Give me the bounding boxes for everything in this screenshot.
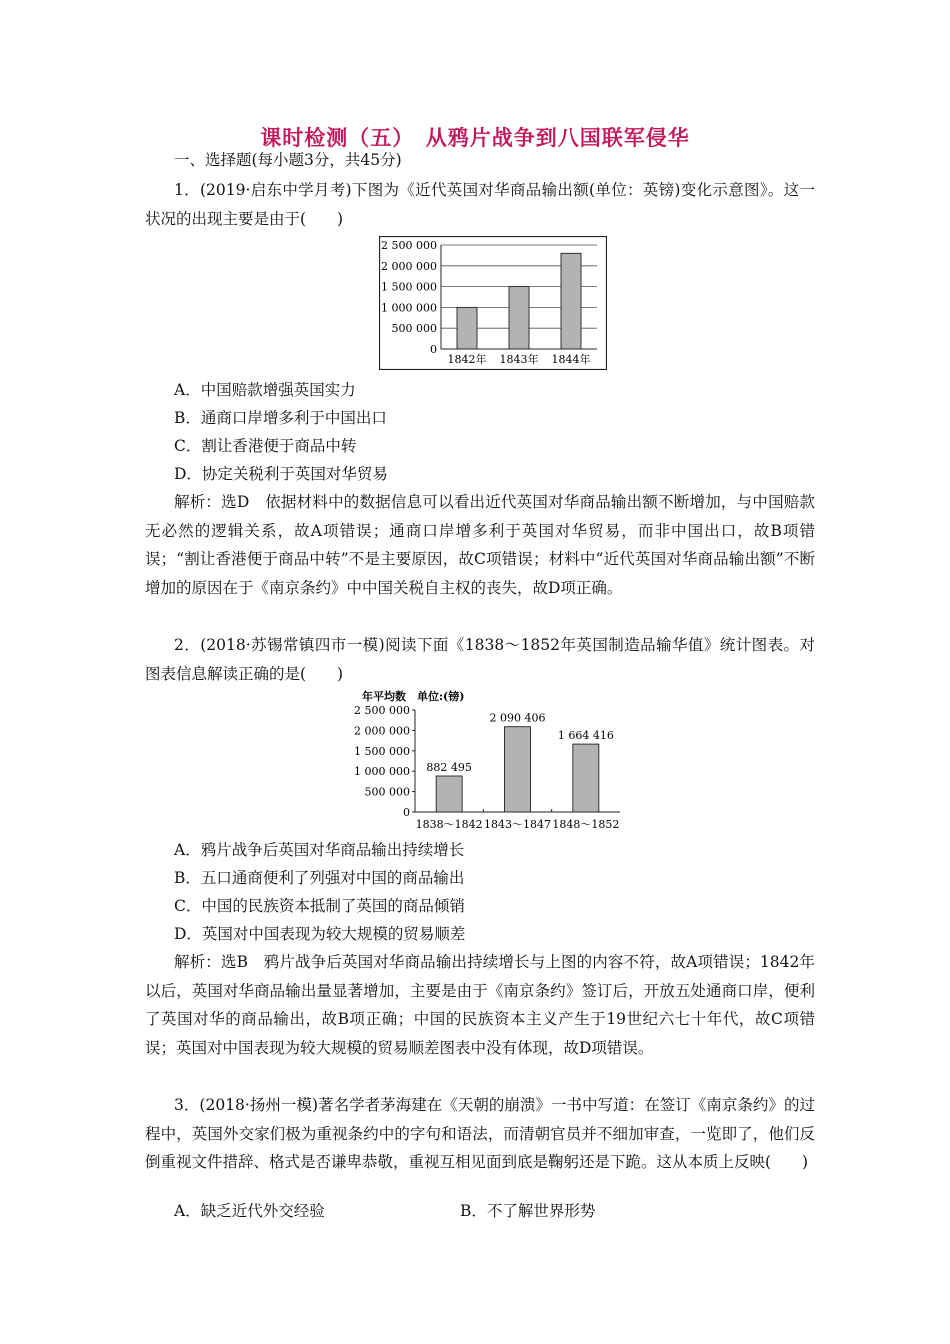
- q1-stem: 1．(2019·启东中学月考)下图为《近代英国对华商品输出额(单位：英镑)变化示意图》。这一状况的出现主要是由于( ): [145, 181, 815, 228]
- y-tick-label: 1 500 000: [354, 744, 410, 758]
- y-axis-title: 年平均数 单位:(镑): [362, 690, 465, 703]
- q2-option-d: D．英国对中国表现为较大规模的贸易顺差: [174, 925, 466, 943]
- y-tick-label: 1 000 000: [381, 301, 437, 315]
- x-tick-label: 1848～1852: [552, 818, 620, 831]
- y-tick-label: 1 500 000: [381, 280, 437, 294]
- section-heading: 一、选择题(每小题3分，共45分): [174, 151, 402, 169]
- q2-option-b: B．五口通商便利了列强对中国的商品输出: [174, 869, 465, 887]
- bar: [436, 776, 462, 812]
- q3-option-a: A．缺乏近代外交经验: [174, 1202, 325, 1220]
- y-tick-label: 2 000 000: [354, 724, 410, 738]
- q2-analysis: 解析：选B 鸦片战争后英国对华商品输出持续增长与上图的内容不符，故A项错误；1842年以后，英国对华商品输出量显著增加，主要是由于《南京条约》签订后，开放五处通商口岸，便利了英国对华的商品输出，故B项正确；中国的民族资本主义产生于19世纪六七十年代，故C项错误；英国对中国表现为较大规模的贸易顺差图表中没有体现，故D项错误。: [145, 953, 815, 1057]
- q1-analysis: 解析：选D 依据材料中的数据信息可以看出近代英国对华商品输出额不断增加，与中国赔款无必然的逻辑关系，故A项错误；通商口岸增多利于英国对华贸易，而非中国出口，故B项错误；“割让香港便于商品中转”不是主要原因，故C项错误；材料中“近代英国对华商品输出额”不断增加的原因在于《南京条约》中中国关税自主权的丧失，故D项正确。: [145, 493, 815, 597]
- y-tick-label: 2 500 000: [381, 239, 437, 252]
- y-tick-label: 0: [403, 806, 410, 819]
- bar-value-label: 1 664 416: [557, 729, 614, 743]
- y-tick-label: 0: [430, 343, 437, 356]
- y-tick-label: 500 000: [364, 785, 410, 799]
- page-title: 课时检测（五） 从鸦片战争到八国联军侵华: [260, 126, 690, 150]
- q1-option-d: D．协定关税利于英国对华贸易: [174, 465, 388, 483]
- q1-option-b: B．通商口岸增多利于中国出口: [174, 409, 387, 427]
- y-tick-label: 500 000: [391, 322, 437, 336]
- q1-option-a: A．中国赔款增强英国实力: [174, 381, 356, 399]
- y-tick-label: 2 000 000: [381, 259, 437, 273]
- chart-q1-export-value: [379, 236, 607, 370]
- q1-option-c: C．割让香港便于商品中转: [174, 437, 357, 455]
- x-tick-label: 1844年: [551, 353, 591, 366]
- x-tick-label: 1838～1842: [415, 818, 483, 831]
- bar-value-label: 882 495: [426, 760, 472, 774]
- q3-stem: 3．(2018·扬州一模)著名学者茅海建在《天朝的崩溃》一书中写道：在签订《南京条约》的过程中，英国外交家们极为重视条约中的字句和语法，而清朝官员并不细加审查，一览即了，他们反倒重视文件措辞、格式是否谦卑恭敬，重视互相见面到底是鞠躬还是下跪。这从本质上反映( ): [145, 1096, 815, 1171]
- bar: [457, 307, 477, 349]
- x-tick-label: 1842年: [447, 353, 487, 366]
- x-tick-label: 1843～1847: [484, 818, 551, 831]
- y-tick-label: 2 500 000: [354, 704, 410, 717]
- q2-stem: 2．(2018·苏锡常镇四市一模)阅读下面《1838～1852年英国制造品输华值》统计图表。对图表信息解读正确的是( ): [145, 636, 815, 683]
- bar: [573, 744, 599, 812]
- q2-option-c: C．中国的民族资本抵制了英国的商品倾销: [174, 897, 465, 915]
- bar: [561, 253, 581, 349]
- q3-option-b: B．不了解世界形势: [460, 1202, 596, 1220]
- bar: [509, 287, 529, 349]
- chart-q2-manufactures-value: [352, 686, 637, 834]
- bar-value-label: 2 090 406: [489, 711, 546, 725]
- q2-option-a: A．鸦片战争后英国对华商品输出持续增长: [174, 841, 465, 859]
- y-tick-label: 1 000 000: [354, 765, 410, 779]
- x-tick-label: 1843年: [499, 353, 539, 366]
- bar: [505, 727, 531, 812]
